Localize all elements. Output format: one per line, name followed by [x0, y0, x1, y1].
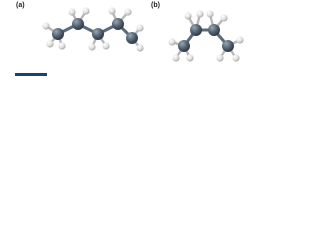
carbon-atoms-b [178, 24, 234, 52]
panel-label-a: (a) [16, 2, 25, 9]
ball-and-stick-model-b [158, 0, 248, 66]
ball-and-stick-model-a [36, 0, 146, 60]
panel-label-b: (b) [151, 2, 160, 9]
footer-accent-bar [15, 73, 47, 76]
